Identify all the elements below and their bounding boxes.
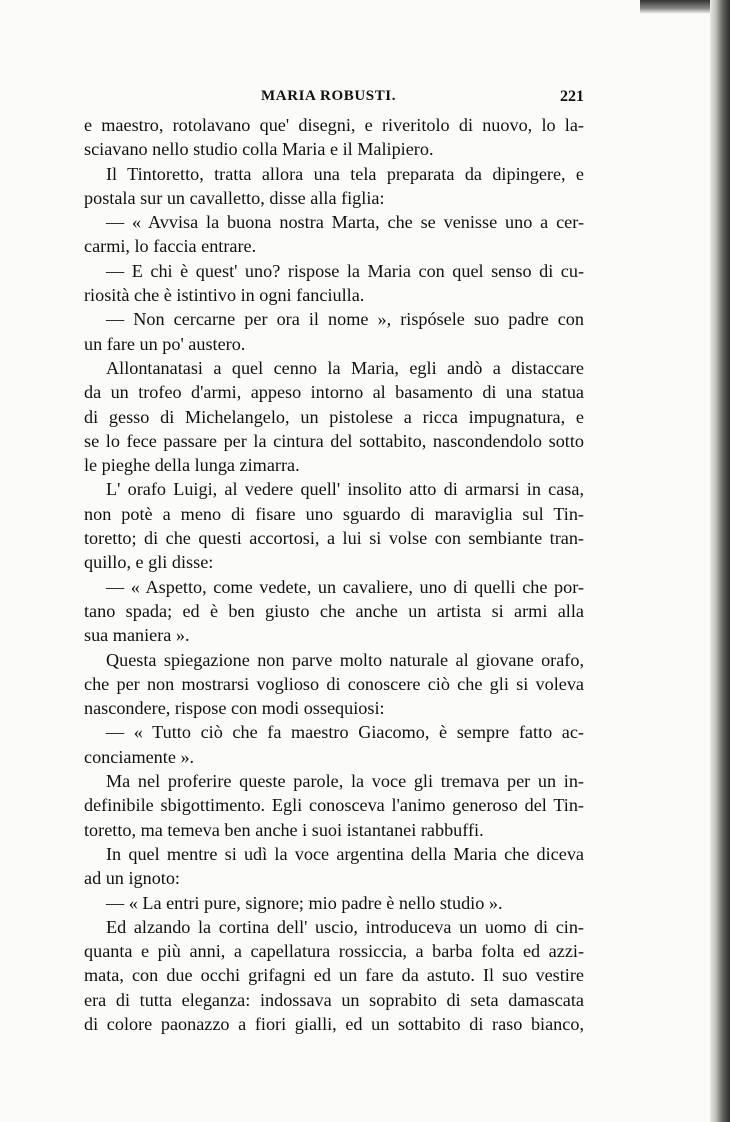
book-edge-shadow bbox=[710, 0, 730, 1122]
text-line: — « La entri pure, signore; mio padre è nello studio ». bbox=[106, 892, 503, 913]
text-line: postala sur un cavalletto, disse alla figlia: bbox=[84, 187, 385, 208]
text-line: carmi, lo faccia entrare. bbox=[84, 236, 257, 257]
text-line: Allontanatasi a quel cenno la Maria, egli andò a distaccare bbox=[106, 357, 584, 378]
text-line: definibile sbigottimento. Egli conosceva l'animo generoso del Tin- bbox=[84, 795, 584, 816]
text-line: L' orafo Luigi, al vedere quell' insolito atto di armarsi in casa, bbox=[106, 479, 584, 500]
text-line: nascondere, rispose con modi ossequiosi: bbox=[84, 698, 385, 719]
page-number: 221 bbox=[560, 88, 584, 105]
text-line: In quel mentre si udì la voce argentina della Maria che diceva bbox=[106, 843, 584, 864]
text-line: Questa spiegazione non parve molto naturale al giovane orafo, bbox=[106, 649, 584, 670]
text-line: — « Avvisa la buona nostra Marta, che se venisse uno a cer- bbox=[106, 212, 584, 233]
text-line: di colore paonazzo a fiori gialli, ed un sottabito di raso bianco, bbox=[84, 1013, 584, 1034]
text-line: un fare un po' austero. bbox=[84, 333, 246, 354]
text-line: — Non cercarne per ora il nome », rispósele suo padre con bbox=[106, 309, 584, 330]
text-line: Ed alzando la cortina dell' uscio, introduceva un uomo di cin- bbox=[106, 916, 584, 937]
text-line: le pieghe della lunga zimarra. bbox=[84, 455, 300, 476]
text-line: Ma nel proferire queste parole, la voce gli tremava per un in- bbox=[106, 771, 584, 792]
text-line: quillo, e gli disse: bbox=[84, 552, 214, 573]
text-line: era di tutta eleganza: indossava un soprabito di seta damascata bbox=[84, 989, 584, 1010]
text-line: ad un ignoto: bbox=[84, 868, 180, 889]
text-line: non potè a meno di fisare uno sguardo di maraviglia sul Tin- bbox=[84, 503, 584, 524]
text-line: sciavano nello studio colla Maria e il Malipiero. bbox=[84, 139, 434, 160]
text-line: quanta e più anni, a capellatura rossiccia, a barba folta ed azzi- bbox=[84, 941, 584, 962]
text-line: se lo fece passare per la cintura del sottabito, nascondendolo sotto bbox=[84, 430, 584, 451]
text-line: — E chi è quest' uno? rispose la Maria con quel senso di cu- bbox=[106, 260, 584, 281]
page-header bbox=[84, 88, 584, 108]
text-line: sua maniera ». bbox=[84, 625, 190, 646]
text-line: mata, con due occhi grifagni ed un fare da astuto. Il suo vestire bbox=[84, 965, 584, 986]
text-line: che per non mostrarsi voglioso di conoscere ciò che gli si voleva bbox=[84, 673, 584, 694]
text-line: Il Tintoretto, tratta allora una tela preparata da dipingere, e bbox=[106, 163, 584, 184]
text-line: da un trofeo d'armi, appeso intorno al basamento di una statua bbox=[84, 382, 584, 403]
text-line: conciamente ». bbox=[84, 746, 195, 767]
text-line: toretto; di che questi accortosi, a lui si volse con sembiante tran- bbox=[84, 528, 584, 549]
text-line: tano spada; ed è ben giusto che anche un artista si armi alla bbox=[84, 600, 584, 621]
body-text bbox=[84, 113, 584, 1036]
text-line: e maestro, rotolavano que' disegni, e riveritolo di nuovo, lo la- bbox=[84, 115, 584, 135]
text-line: di gesso di Michelangelo, un pistolese a ricca impugnatura, e bbox=[84, 406, 584, 427]
text-line: — « Aspetto, come vedete, un cavaliere, uno di quelli che por- bbox=[106, 576, 584, 597]
text-line: — « Tutto ciò che fa maestro Giacomo, è sempre fatto ac- bbox=[106, 722, 584, 743]
text-line: toretto, ma temeva ben anche i suoi istantanei rabbuffi. bbox=[84, 819, 484, 840]
running-title: MARIA ROBUSTI. bbox=[261, 88, 397, 104]
text-line: riosità che è istintivo in ogni fanciulla. bbox=[84, 285, 365, 306]
